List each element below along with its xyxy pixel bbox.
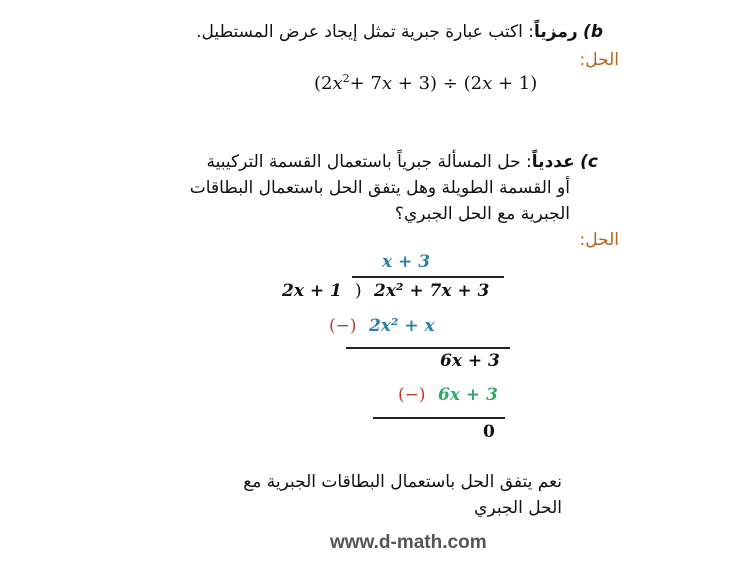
part-b-keyword: رمزياً	[533, 22, 578, 42]
part-b-question	[196, 20, 603, 45]
expr-part: (2	[314, 73, 333, 94]
remainder-1: 6x + 3	[440, 351, 500, 371]
answer-line-1: نعم يتفق الحل باستعمال البطاقات الجبرية مع	[243, 472, 562, 492]
subtract-rule-1	[346, 347, 510, 349]
division-bar	[352, 276, 504, 278]
answer-line-2: الحل الجبري	[474, 498, 562, 518]
minus-sign-1: (−)	[329, 316, 357, 336]
divisor: 2x + 1	[282, 281, 342, 301]
division-paren: )	[355, 281, 362, 301]
expr-var: x	[332, 73, 343, 94]
expr-part: + 7	[349, 73, 382, 94]
part-c-keyword: عددياً	[531, 152, 575, 172]
expression-b	[314, 72, 537, 94]
subtract-line-1: 2x² + x	[369, 316, 435, 336]
solution-label-b: الحل:	[579, 50, 619, 70]
expr-part: + 1)	[492, 73, 538, 94]
final-remainder: 0	[483, 422, 495, 442]
expr-exponent: 2	[342, 72, 350, 85]
part-c-letter: c)	[580, 152, 598, 172]
solution-label-c: الحل:	[579, 230, 619, 250]
part-c-line-1	[206, 150, 598, 175]
part-c-line-3: الجبرية مع الحل الجبري؟	[394, 204, 570, 224]
expr-var: x	[482, 73, 493, 94]
expr-part: + 3) ÷ (2	[392, 73, 483, 94]
subtract-rule-2	[373, 417, 505, 419]
quotient: x + 3	[382, 252, 431, 272]
subtract-line-2: 6x + 3	[438, 385, 498, 405]
part-b-text: : اكتب عبارة جبرية تمثل إيجاد عرض المستطيل.	[196, 22, 534, 42]
watermark-url[interactable]: www.d-math.com	[330, 532, 487, 553]
dividend: 2x² + 7x + 3	[374, 281, 490, 301]
part-c-text-1: : حل المسألة جبرياً باستعمال القسمة التركيبية	[206, 152, 532, 172]
part-c-line-2: أو القسمة الطويلة وهل يتفق الحل باستعمال البطاقات	[189, 178, 570, 198]
minus-sign-2: (−)	[398, 385, 426, 405]
part-b-letter: b)	[583, 22, 603, 42]
expr-var: x	[381, 73, 393, 94]
